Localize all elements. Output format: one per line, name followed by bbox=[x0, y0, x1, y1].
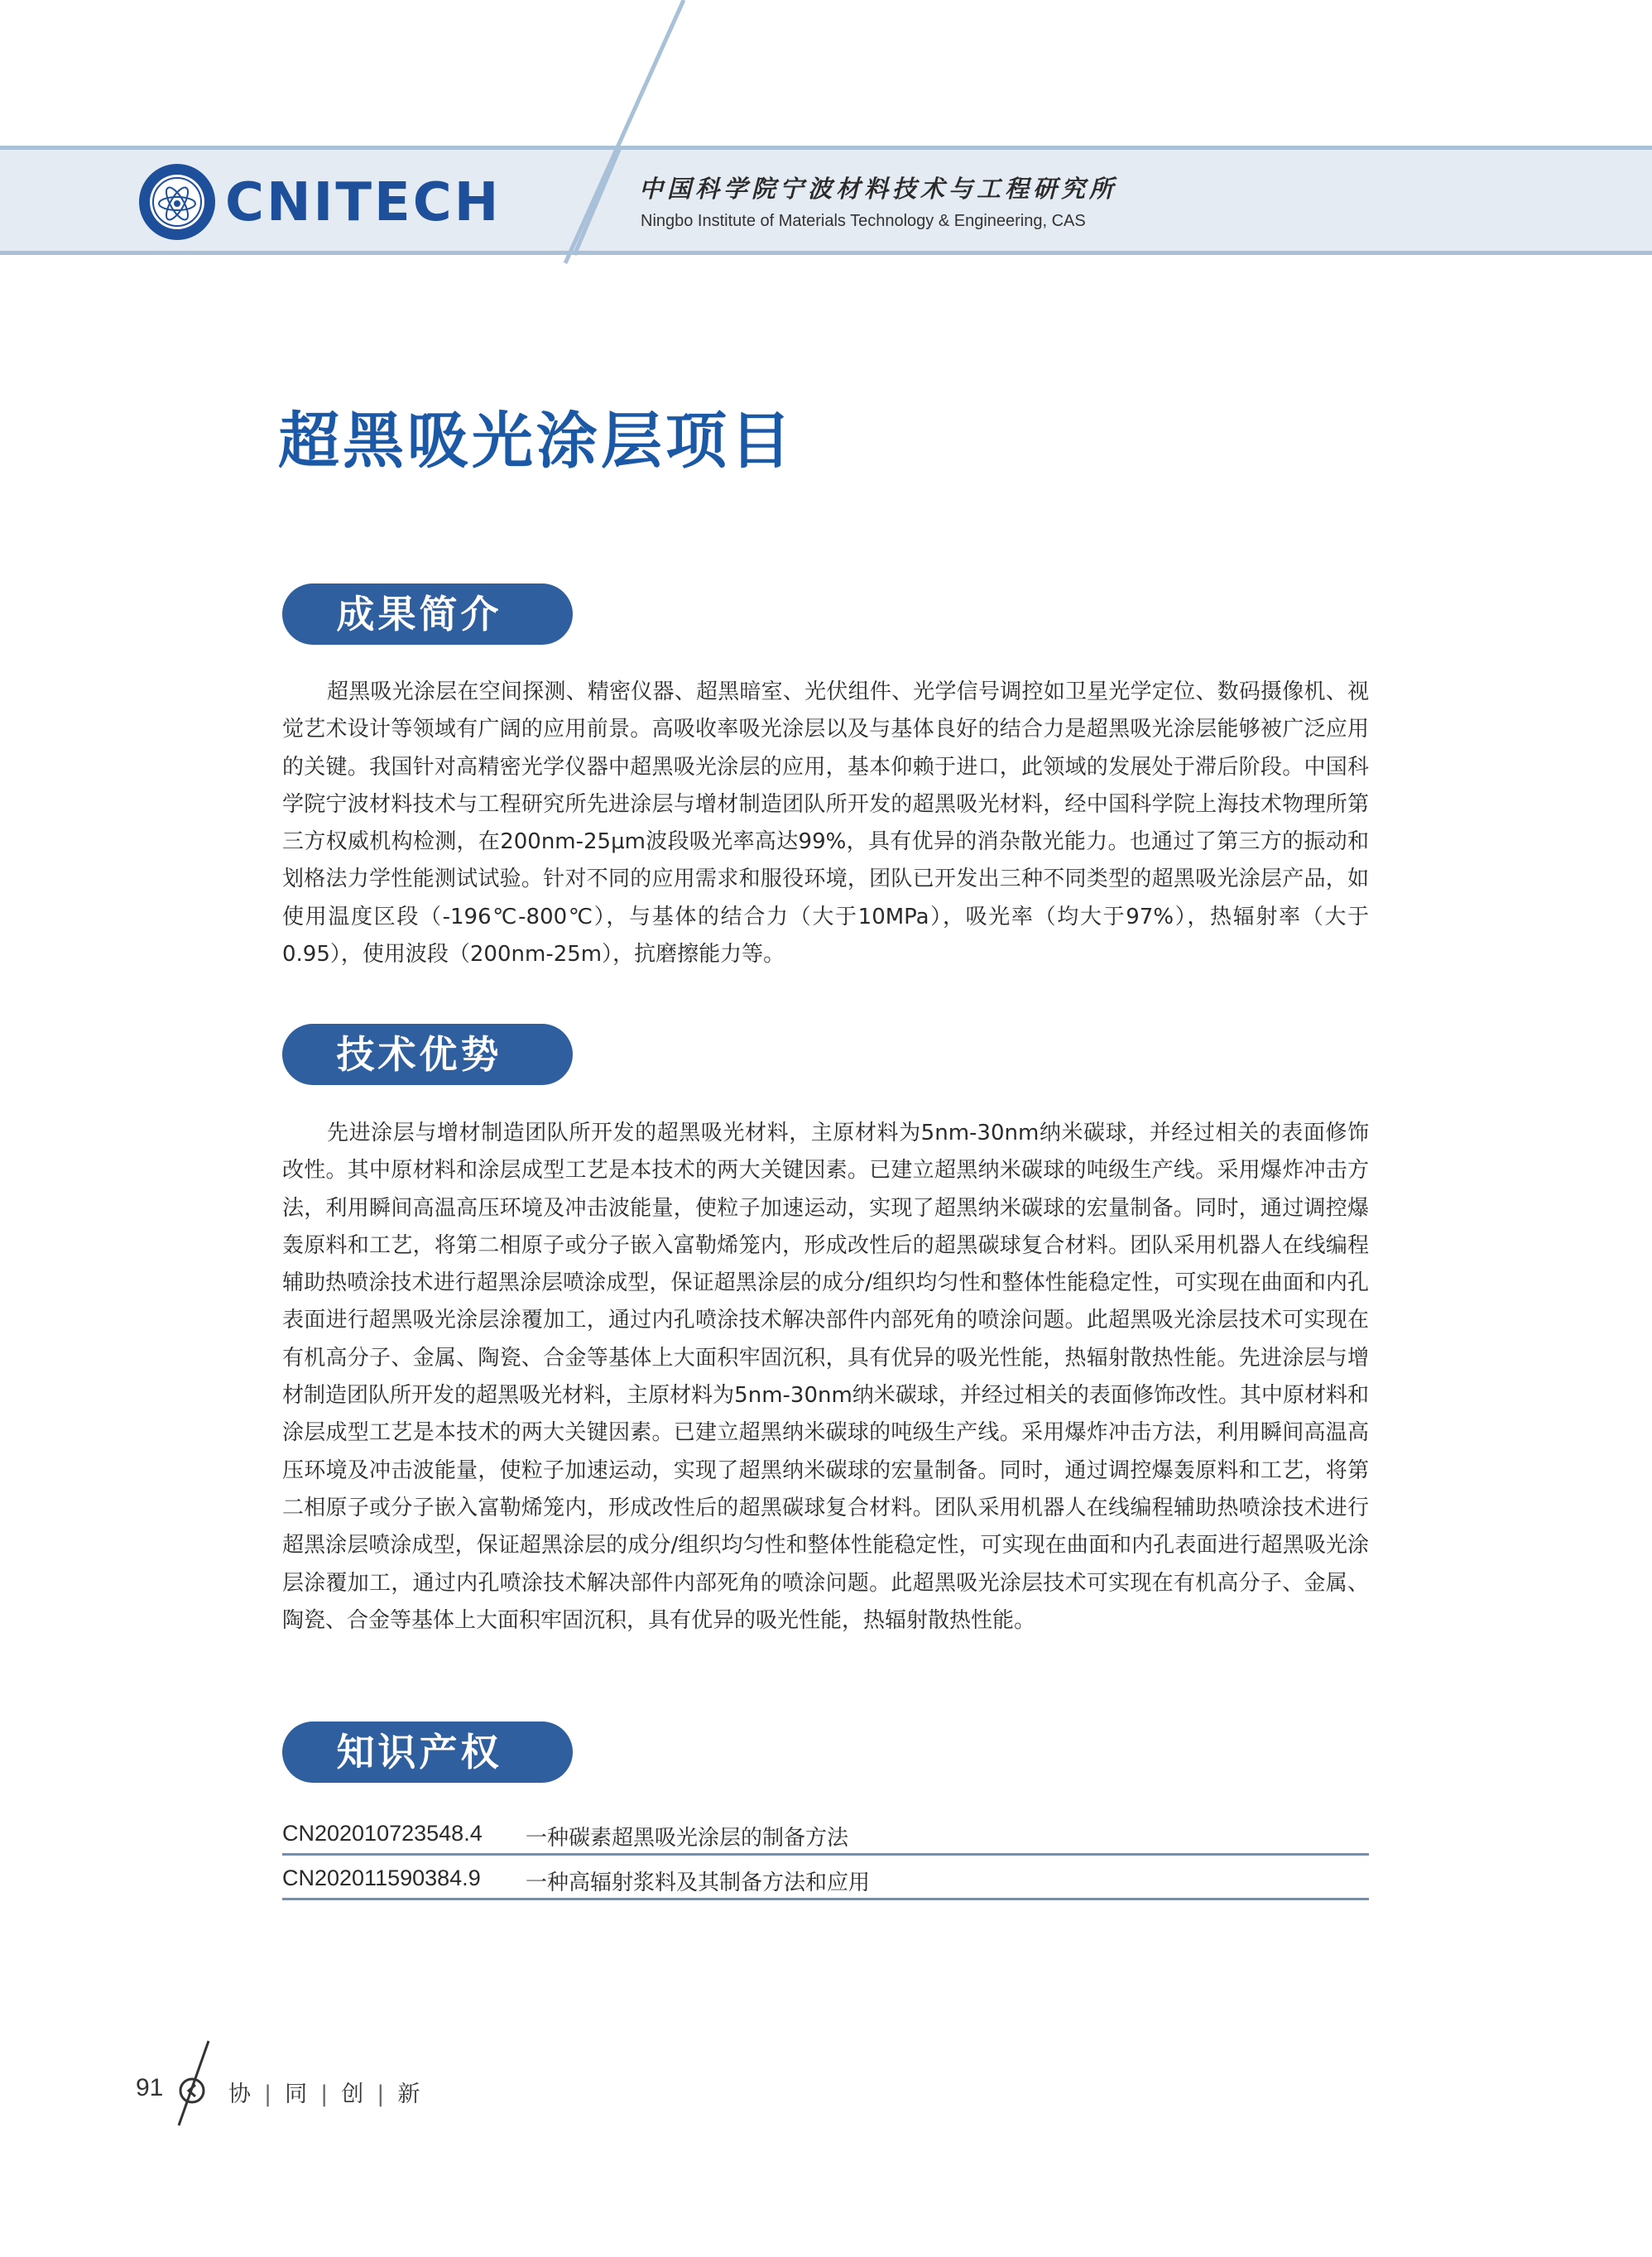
motto-char: 创 bbox=[341, 2082, 366, 2107]
motto-char: 新 bbox=[397, 2082, 422, 2107]
ip-list-item bbox=[282, 1814, 1369, 1856]
section-heading-advantage: 技术优势 bbox=[282, 1024, 573, 1085]
page-arrow-icon bbox=[169, 2038, 219, 2129]
motto-char: 同 bbox=[285, 2082, 310, 2107]
section-heading-ip: 知识产权 bbox=[282, 1722, 573, 1783]
advantage-paragraph: 先进涂层与增材制造团队所开发的超黑吸光材料，主原材料为5nm-30nm纳米碳球，并经过相关的表面修饰改性。其中原材料和涂层成型工艺是本技术的两大关键因素。已建立超黑纳米碳球的吨级生产线。采用爆炸冲击方法，利用瞬间高温高压环境及冲击波能量，使粒子加速运动，实现了超黑纳米碳球的宏量制备。同时，通过调控爆轰原料和工艺，将第二相原子或分子嵌入富勒烯笼内，形成改性后的超黑碳球复合材料。团队采用机器人在线编程辅助热喷涂技术进行超黑涂层喷涂成型，保证超黑涂层的成分/组织均匀性和整体性能稳定性，可实现在曲面和内孔表面进行超黑吸光涂层涂覆加工，通过内孔喷涂技术解决部件内部死角的喷涂问题。此超黑吸光涂层技术可实现在有机高分子、金属、陶瓷、合金等基体上大面积牢固沉积，具有优异的吸光性能，热辐射散热性能。先进涂层与增材制造团队所开发的超黑吸光材料，主原材料为5nm-30nm纳米碳球，并经过相关的表面修饰改性。其中原材料和涂层成型工艺是本技术的两大关键因素。已建立超黑纳米碳球的吨级生产线。采用爆炸冲击方法，利用瞬间高温高压环境及冲击波能量，使粒子加速运动，实现了超黑纳米碳球的宏量制备。同时，通过调控爆轰原料和工艺，将第二相原子或分子嵌入富勒烯笼内，形成改性后的超黑碳球复合材料。团队采用机器人在线编程辅助热喷涂技术进行超黑涂层喷涂成型，保证超黑涂层的成分/组织均匀性和整体性能稳定性，可实现在曲面和内孔表面进行超黑吸光涂层涂覆加工，通过内孔喷涂技术解决部件内部死角的喷涂问题。此超黑吸光涂层技术可实现在有机高分子、金属、陶瓷、合金等基体上大面积牢固沉积，具有优异的吸光性能，热辐射散热性能。 bbox=[282, 1121, 1369, 1633]
motto-char: 协 bbox=[228, 2082, 252, 2107]
intro-paragraph: 超黑吸光涂层在空间探测、精密仪器、超黑暗室、光伏组件、光学信号调控如卫星光学定位、数码摄像机、视觉艺术设计等领域有广阔的应用前景。高吸收率吸光涂层以及与基体良好的结合力是超黑吸光涂层能够被广泛应用的关键。我国针对高精密光学仪器中超黑吸光涂层的应用，基本仰赖于进口，此领域的发展处于滞后阶段。中国科学院宁波材料技术与工程研究所先进涂层与增材制造团队所开发的超黑吸光材料，经中国科学院上海技术物理所第三方权威机构检测，在200nm-25μm波段吸光率高达99%，具有优异的消杂散光能力。也通过了第三方的振动和划格法力学性能测试试验。针对不同的应用需求和服役环境，团队已开发出三种不同类型的超黑吸光涂层产品，如使用温度区段（-196℃-800℃），与基体的结合力（大于10MPa），吸光率（均大于97%），热辐射率（大于0.95），使用波段（200nm-25m），抗磨擦能力等。 bbox=[282, 680, 1369, 968]
ip-list-item bbox=[282, 1859, 1369, 1900]
cnitech-logo bbox=[137, 162, 502, 242]
patent-title: 一种高辐射浆料及其制备方法和应用 bbox=[526, 1870, 871, 1895]
page-number: 91 bbox=[136, 2074, 164, 2101]
cas-seal-icon bbox=[137, 162, 217, 242]
patent-number: CN202011590384.9 bbox=[282, 1866, 481, 1890]
institute-name-cn: 中国科学院宁波材料技术与工程研究所 bbox=[639, 175, 1118, 203]
institute-name-en: Ningbo Institute of Materials Technology & Engineering, CAS bbox=[641, 212, 1086, 230]
footer-motto: 协 | 同 | 创 | 新 bbox=[228, 2076, 421, 2108]
logo-wordmark: CNITECH bbox=[225, 172, 502, 233]
page-title: 超黑吸光涂层项目 bbox=[278, 406, 795, 477]
section-heading-intro: 成果简介 bbox=[282, 583, 573, 645]
patent-number: CN202010723548.4 bbox=[282, 1821, 483, 1846]
patent-title: 一种碳素超黑吸光涂层的制备方法 bbox=[526, 1826, 849, 1851]
